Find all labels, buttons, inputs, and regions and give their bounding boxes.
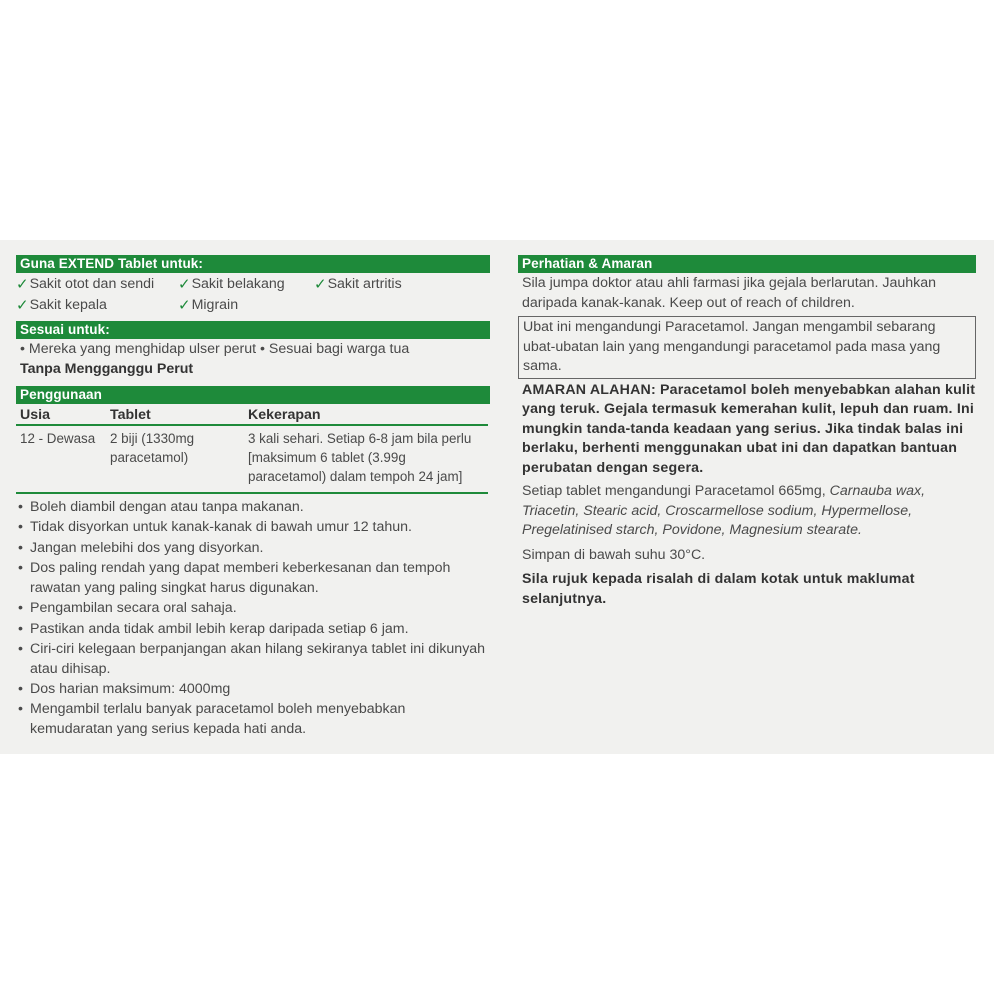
storage-note: Simpan di bawah suhu 30°C. [522, 546, 706, 563]
paracetamol-notice-box: Ubat ini mengandungi Paracetamol. Jangan mengambil sebarang ubat-ubatan lain yang mengandungi paracetamol pada masa yang sama. [518, 316, 976, 379]
list-item: • Jangan melebihi dos yang disyorkan. [18, 539, 264, 556]
tablet-cell: 2 biji (1330mg paracetamol) [110, 431, 195, 465]
composition-lead: Setiap tablet mengandungi Paracetamol 665mg, [522, 483, 826, 499]
table-row [16, 425, 488, 486]
table-divider [16, 492, 488, 494]
list-item: • Tidak disyorkan untuk kanak-kanak di bawah umur 12 tahun. [18, 519, 412, 536]
list-item: • Dos harian maksimum: 4000mg [18, 680, 231, 697]
condition-item: ✓ Sakit otot dan sendi [16, 276, 155, 293]
composition-ingredients: Carnauba wax, Triacetin, Stearic acid, Croscarmellose sodium, Hypermellose, Pregelatinised starch, Povidone, Magnesium stearate. [522, 483, 926, 538]
suitable-text: • Mereka yang menghidap ulser perut • Sesuai bagi warga tua [20, 341, 410, 357]
condition-item: ✓ Migrain [178, 297, 239, 314]
instructions-list [16, 498, 490, 740]
warnings-header: Perhatian & Amaran [518, 255, 976, 273]
table-header-row [16, 406, 488, 425]
dosage-header: Penggunaan [16, 386, 490, 404]
list-item: • Pengambilan secara oral sahaja. [18, 600, 237, 617]
list-item: • Mengambil terlalu banyak paracetamol boleh menyebabkan kemudaratan yang serius kepada hati anda. [18, 701, 406, 737]
warnings-intro: Sila jumpa doktor atau ahli farmasi jika gejala berlarutan. Jauhkan daripada kanak-kanak. Keep out of reach of children. [522, 275, 937, 311]
condition-item: ✓ Sakit kepala [16, 297, 107, 314]
column-header: Tablet [106, 406, 244, 425]
condition-item: ✓ Sakit artritis [314, 276, 402, 293]
list-item: • Ciri-ciri kelegaan berpanjangan akan hilang sekiranya tablet ini dikunyah atau dihisap. [18, 640, 486, 677]
suitable-header: Sesuai untuk: [16, 321, 490, 339]
list-item: • Pastikan anda tidak ambil lebih kerap daripada setiap 6 jam. [18, 620, 409, 637]
frequency-cell: 3 kali sehari. Setiap 6-8 jam bila perlu [maksimum 6 tablet (3.99g paracetamol) dalam tempoh 24 jam] [248, 431, 472, 484]
list-item: • Boleh diambil dengan atau tanpa makanan. [18, 499, 304, 515]
composition [518, 482, 976, 541]
check-icon: ✓ [314, 276, 327, 293]
column-header: Kekerapan [244, 406, 488, 425]
suitable-bold: Tanpa Mengganggu Perut [20, 360, 194, 377]
leaflet-note: Sila rujuk kepada risalah di dalam kotak untuk maklumat selanjutnya. [522, 571, 915, 607]
left-column [16, 255, 490, 740]
check-icon: ✓ [178, 276, 191, 293]
check-icon: ✓ [16, 297, 29, 314]
age-cell: 12 - Dewasa [20, 431, 96, 446]
right-column [518, 255, 976, 609]
usage-header: Guna EXTEND Tablet untuk: [16, 255, 490, 273]
condition-item: ✓ Sakit belakang [178, 276, 285, 293]
list-item: • Dos paling rendah yang dapat memberi keberkesanan dan tempoh rawatan yang paling singkat harus digunakan. [18, 560, 451, 596]
conditions-row-2 [16, 295, 490, 316]
column-header: Usia [16, 406, 106, 425]
conditions-row-1 [16, 274, 490, 295]
check-icon: ✓ [178, 297, 191, 314]
allergy-warning: AMARAN ALAHAN: Paracetamol boleh menyebabkan alahan kulit yang teruk. Gejala termasuk kemerahan kulit, lepuh dan ruam. Ini mungkin tanda-tanda keadaan yang serius. Jika tindak balas ini berlaku, berhenti menggunakan ubat ini dan dapatkan bantuan perubatan dengan segera. [522, 381, 976, 476]
check-icon: ✓ [16, 276, 29, 293]
dosage-table [16, 406, 488, 486]
